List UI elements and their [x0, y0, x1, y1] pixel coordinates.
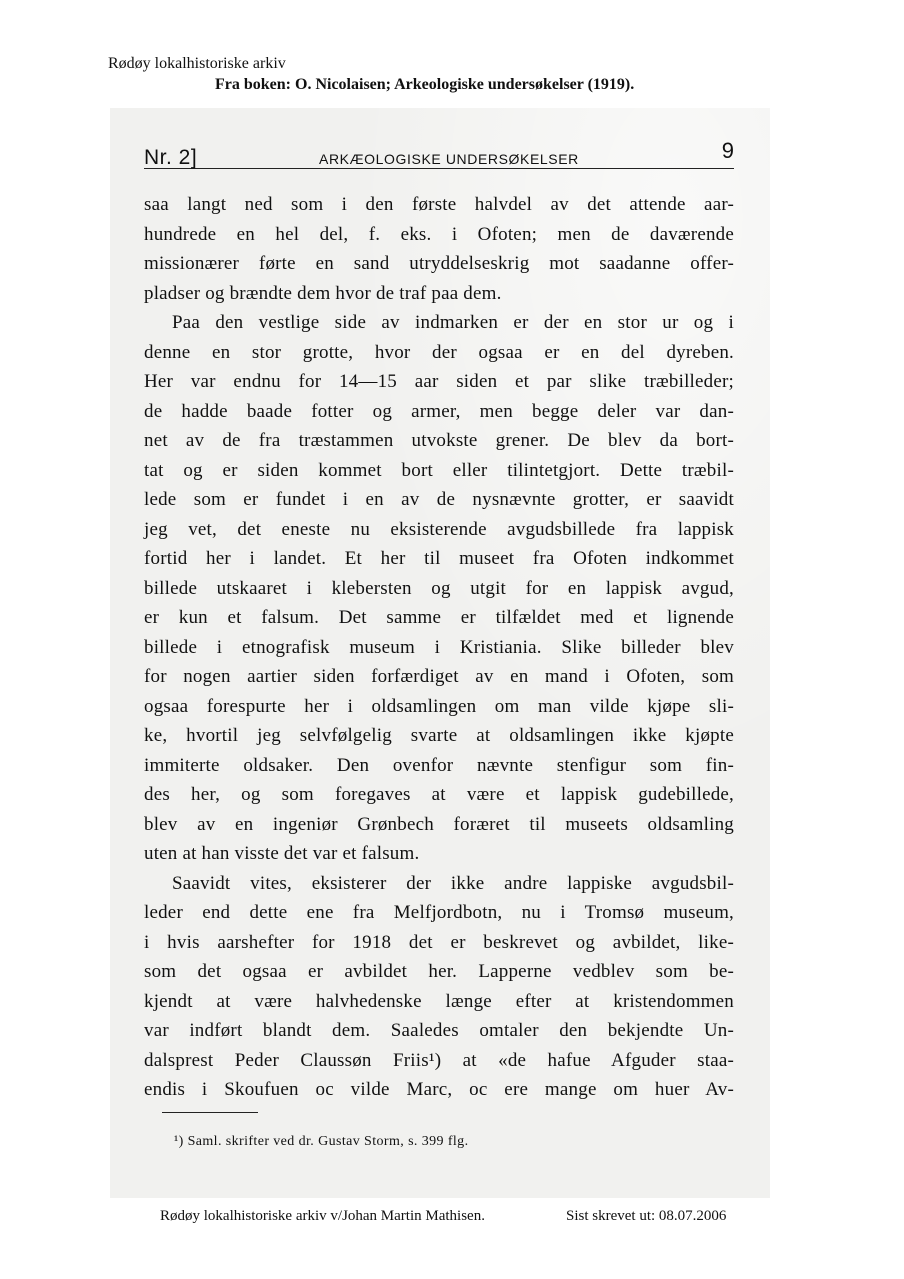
text-line: jeg vet, det eneste nu eksisterende avgudsbillede fra lappisk — [144, 518, 734, 540]
book-source-title: Fra boken: O. Nicolaisen; Arkeologiske undersøkelser (1919). — [215, 76, 635, 93]
text-line: endis i Skoufuen oc vilde Marc, oc ere mange om huer Av- — [144, 1079, 734, 1100]
text-line: blev av en ingeniør Grønbech foræret til museets oldsamling — [144, 813, 734, 835]
text-line: denne en stor grotte, hvor der ogsaa er en del dyreben. — [144, 341, 734, 363]
text-line: var indført blandt dem. Saaledes omtaler den bekjendte Un- — [144, 1020, 734, 1041]
issue-number: Nr. 2] — [144, 146, 198, 169]
text-line: fortid her i landet. Et her til museet fra Ofoten indkommet — [144, 548, 734, 569]
text-line: billede i etnografisk museum i Kristiania. Slike billeder blev — [144, 636, 734, 658]
text-line: pladser og brændte dem hvor de traf paa dem. — [144, 282, 502, 304]
text-line: lede som er fundet i en av de nysnævnte grotter, er saavidt — [144, 489, 734, 510]
running-head — [144, 138, 734, 169]
text-line: saa langt ned som i den første halvdel av det attende aar- — [144, 194, 734, 215]
text-line: kjendt at være halvhedenske længe efter at kristendommen — [144, 990, 734, 1012]
text-line: des her, og som foregaves at være et lappisk gudebillede, — [144, 784, 734, 805]
text-line: i hvis aarshefter for 1918 det er beskrevet og avbildet, like- — [144, 931, 734, 953]
footer-print-date: Sist skrevet ut: 08.07.2006 — [566, 1208, 727, 1224]
text-line: ke, hvortil jeg selvfølgelig svarte at oldsamlingen ikke kjøpte — [144, 725, 734, 746]
text-line: net av de fra træstammen utvokste grener. De blev da bort- — [144, 430, 734, 451]
text-line: leder end dette ene fra Melfjordbotn, nu i Tromsø museum, — [144, 902, 734, 923]
footnote-divider — [162, 1112, 258, 1113]
footnote — [174, 1134, 468, 1150]
text-line: tat og er siden kommet bort eller tilintetgjort. Dette træbil- — [144, 459, 734, 481]
scanned-page — [110, 108, 770, 1198]
footnote-marker: ¹) — [174, 1134, 184, 1149]
text-line: missionærer førte en sand utryddelseskrig mot saadanne offer- — [144, 253, 734, 274]
text-line: dalsprest Peder Claussøn Friis¹) at «de hafue Afguder staa- — [144, 1049, 734, 1071]
page-number: 9 — [721, 138, 734, 163]
text-line: Saavidt vites, eksisterer der ikke andre lappiske avgudsbil- — [172, 872, 734, 894]
text-line: Her var endnu for 14—15 aar siden et par slike træbilleder; — [144, 371, 734, 392]
text-line: immiterte oldsaker. Den ovenfor nævnte stenfigur som fin- — [144, 754, 734, 776]
text-line: som det ogsaa er avbildet her. Lapperne vedblev som be- — [144, 961, 734, 982]
text-line: Paa den vestlige side av indmarken er der en stor ur og i — [172, 312, 734, 333]
footnote-text: Saml. skrifter ved dr. Gustav Storm, s. 399 flg. — [187, 1134, 469, 1149]
text-line: er kun et falsum. Det samme er tilfældet med et lignende — [144, 607, 734, 628]
text-line: for nogen aartier siden forfærdiget av en mand i Ofoten, som — [144, 666, 734, 687]
text-line: uten at han visste det var et falsum. — [144, 843, 420, 864]
body-text — [144, 190, 734, 1105]
archive-name: Rødøy lokalhistoriske arkiv — [108, 55, 286, 72]
running-head-title: ARKÆOLOGISKE UNDERSØKELSER — [319, 151, 579, 167]
text-line: de hadde baade fotter og armer, men begge deler var dan- — [144, 400, 734, 422]
footer-archive-credit: Rødøy lokalhistoriske arkiv v/Johan Martin Mathisen. — [160, 1208, 485, 1224]
text-line: hundrede en hel del, f. eks. i Ofoten; men de daværende — [144, 223, 734, 245]
text-line: billede utskaaret i klebersten og utgit for en lappisk avgud, — [144, 577, 734, 599]
text-line: ogsaa forespurte her i oldsamlingen om man vilde kjøpe sli- — [144, 695, 734, 717]
